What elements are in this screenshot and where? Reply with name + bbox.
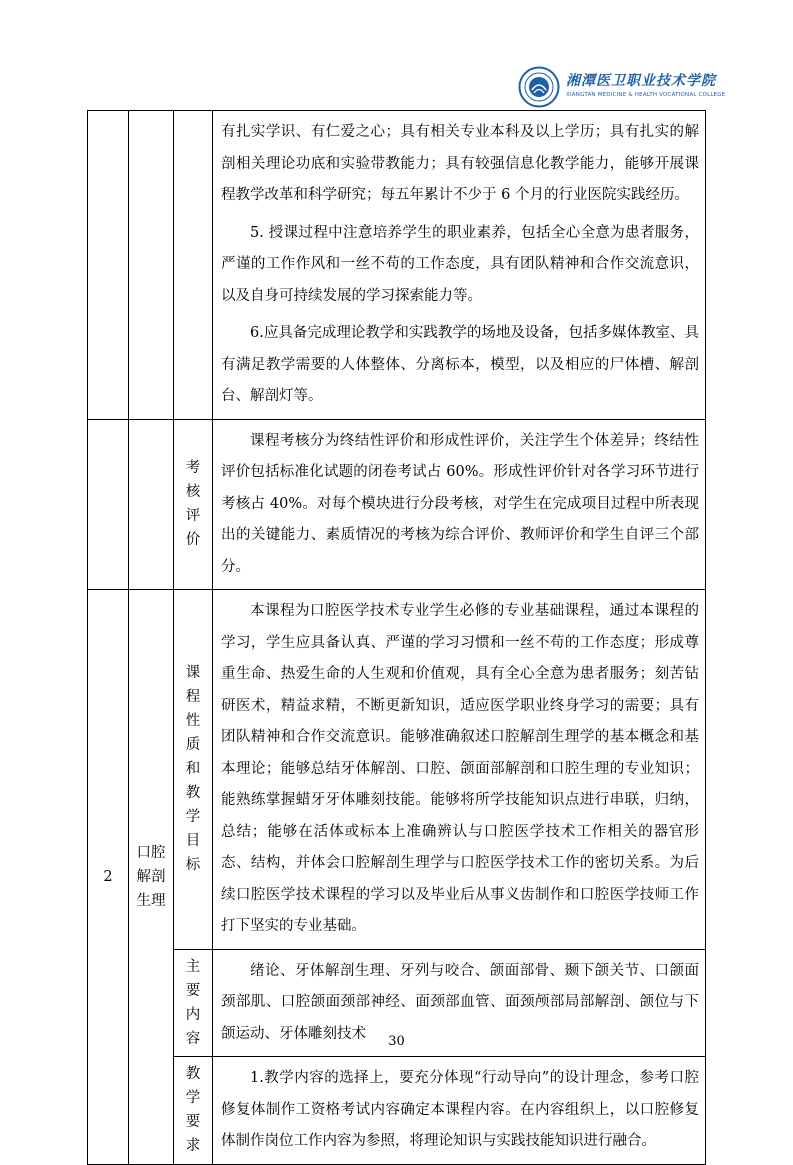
page-number: 30 xyxy=(388,1034,405,1049)
course-name-cell xyxy=(129,590,174,1165)
table-row xyxy=(88,111,706,420)
course-table xyxy=(87,110,706,1165)
number-cell xyxy=(88,111,129,420)
requirements-cell xyxy=(213,1057,706,1165)
requirement-paragraph: 有扎实学识、有仁爱之心；具有相关专业本科及以上学历；具有扎实的解剖相关理论功底和实验带教能力；具有较强信息化教学能力，能够开展课程教学改革和科学研究；每五年累计不少于 6 个月的行业医院实践经历。 xyxy=(221,124,699,203)
requirement-paragraph: 6.应具备完成理论教学和实践教学的场地及设备，包括多媒体教室、具有满足教学需要的人体整体、分离标本，模型，以及相应的尸体槽、解剖台、解剖灯等。 xyxy=(221,325,699,404)
category-cell xyxy=(174,590,213,950)
category-cell xyxy=(174,111,213,420)
assessment-cell xyxy=(213,419,706,590)
content-text: 绪论、牙体解剖生理、牙列与咬合、颌面部骨、颞下颌关节、口颌面颈部肌、口腔颌面颈部神经、面颈部血管、面颈颅部局部解剖、颌位与下颌运动、牙体雕刻技术 xyxy=(221,962,699,1042)
nature-cell xyxy=(213,590,706,950)
college-name-cn: 湘潭医卫职业技术学院 xyxy=(566,73,716,89)
course-name: 口腔解剖生理 xyxy=(136,844,166,909)
course-name-cell xyxy=(129,419,174,590)
requirements-text: 1.教学内容的选择上，要充分体现“行动导向”的设计理念，参考口腔修复体制作工资格考试内容确定本课程内容。在内容组织上，以口腔修复体制作岗位工作内容为参照，将理论知识与实践技能知识进行融合。 xyxy=(221,1070,699,1149)
college-name-en: XIANGTAN MEDICINE & HEALTH VOCATIONAL COLLEGE xyxy=(566,92,726,98)
college-logo xyxy=(518,66,726,110)
nature-text: 本课程为口腔医学技术专业学生必修的专业基础课程，通过本课程的学习，学生应具备认真、严谨的学习习惯和一丝不苟的工作态度；形成尊重生命、热爱生命的人生观和价值观，具有全心全意为患者服务；刻苦钻研医术，精益求精，不断更新知识，适应医学职业终身学习的需要；具有团队精神和合作交流意识。能够准确叙述口腔解剖生理学的基本概念和基本理论；能够总结牙体解剖、口腔、颌面部解剖和口腔生理的专业知识；能熟练掌握蜡牙牙体雕刻技能。能够将所学技能知识点进行串联，归纳，总结；能够在活体或标本上准确辨认与口腔医学技术工作相关的器官形态、结构，并体会口腔解剖生理学与口腔医学技术工作的密切关系。为后续口腔医学技术课程的学习以及毕业后从事义齿制作和口腔医学技师工作打下坚实的专业基础。 xyxy=(221,603,699,934)
category-label: 考核评价 xyxy=(185,460,201,549)
number-cell xyxy=(88,419,129,590)
course-name-cell xyxy=(129,111,174,420)
college-seal-icon xyxy=(518,66,560,108)
category-label: 课程性质和教学目标 xyxy=(185,665,201,874)
category-cell xyxy=(174,419,213,590)
table-row xyxy=(88,419,706,590)
assessment-text: 课程考核分为终结性评价和形成性评价，关注学生个体差异；终结性评价包括标准化试题的闭卷考试占 60%。形成性评价针对各学习环节进行考核占 40%。对每个模块进行分段考核，对学生在完成项目过程中所表现出的关键能力、素质情况的考核为综合评价、教师评价和学生自评三个部分。 xyxy=(221,432,699,575)
table-row xyxy=(88,590,706,950)
category-label: 教学要求 xyxy=(185,1066,201,1155)
course-number: 2 xyxy=(88,590,129,1165)
table-row xyxy=(88,1057,706,1165)
category-cell xyxy=(174,1057,213,1165)
requirement-paragraph: 5. 授课过程中注意培养学生的职业素养，包括全心全意为患者服务，严谨的工作作风和一丝不苟的工作态度，具有团队精神和合作交流意识，以及自身可持续发展的学习探索能力等。 xyxy=(221,224,699,304)
category-label: 主要内容 xyxy=(185,958,201,1047)
teaching-requirements-cell xyxy=(213,111,706,420)
